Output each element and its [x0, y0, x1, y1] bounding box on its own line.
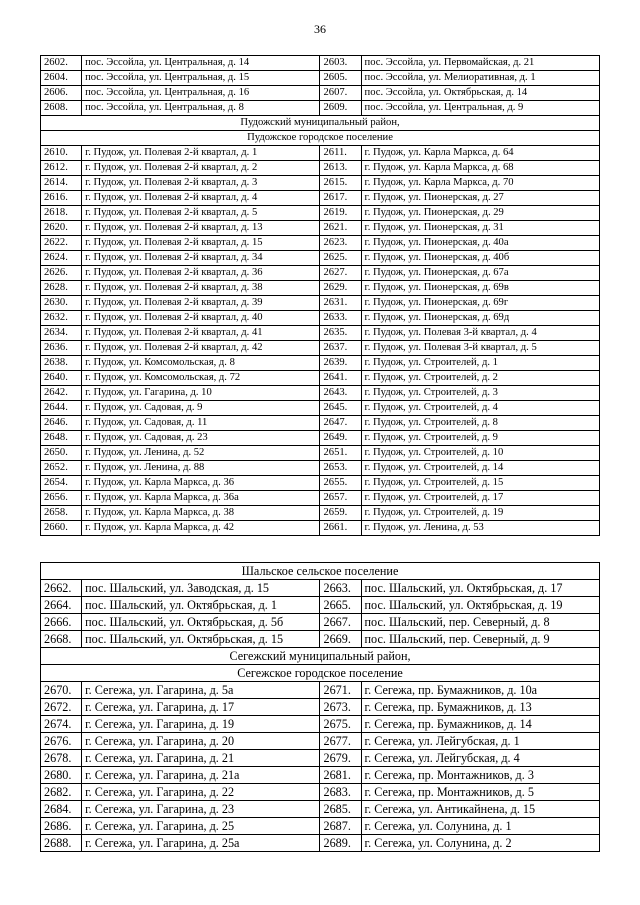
address: г. Пудож, ул. Пионерская, д. 31 — [361, 221, 599, 236]
entry-number: 2673. — [320, 699, 361, 716]
address: г. Сегежа, ул. Солунина, д. 2 — [361, 835, 599, 852]
table-row — [41, 682, 600, 699]
address: г. Пудож, ул. Карла Маркса, д. 70 — [361, 176, 599, 191]
entry-number: 2627. — [320, 266, 361, 281]
address: г. Пудож, ул. Полевая 2-й квартал, д. 34 — [82, 251, 320, 266]
entry-number: 2665. — [320, 597, 361, 614]
entry-number: 2668. — [41, 631, 82, 648]
table-row — [41, 71, 600, 86]
entry-number: 2648. — [41, 431, 82, 446]
address: г. Сегежа, ул. Гагарина, д. 17 — [82, 699, 320, 716]
entry-number: 2682. — [41, 784, 82, 801]
entry-number: 2651. — [320, 446, 361, 461]
entry-number: 2657. — [320, 491, 361, 506]
section-header-row — [41, 665, 600, 682]
entry-number: 2679. — [320, 750, 361, 767]
table-row — [41, 161, 600, 176]
address: г. Пудож, ул. Полевая 2-й квартал, д. 40 — [82, 311, 320, 326]
address: пос. Шальский, ул. Октябрьская, д. 17 — [361, 580, 599, 597]
entry-number: 2652. — [41, 461, 82, 476]
entry-number: 2661. — [320, 521, 361, 536]
entry-number: 2634. — [41, 326, 82, 341]
entry-number: 2633. — [320, 311, 361, 326]
address: г. Сегежа, ул. Гагарина, д. 25 — [82, 818, 320, 835]
address: г. Пудож, ул. Пионерская, д. 69в — [361, 281, 599, 296]
entry-number: 2622. — [41, 236, 82, 251]
table-row — [41, 401, 600, 416]
table-row — [41, 818, 600, 835]
address: г. Пудож, ул. Садовая, д. 11 — [82, 416, 320, 431]
table-row — [41, 86, 600, 101]
table-row — [41, 296, 600, 311]
section-header-row — [41, 116, 600, 131]
entry-number: 2676. — [41, 733, 82, 750]
entry-number: 2640. — [41, 371, 82, 386]
address: г. Сегежа, пр. Монтажников, д. 5 — [361, 784, 599, 801]
address: г. Пудож, ул. Пионерская, д. 40а — [361, 236, 599, 251]
address: пос. Шальский, ул. Октябрьская, д. 5б — [82, 614, 320, 631]
address: г. Пудож, ул. Садовая, д. 9 — [82, 401, 320, 416]
entry-number: 2623. — [320, 236, 361, 251]
address-table-upper — [40, 55, 600, 536]
table-row — [41, 835, 600, 852]
table-row — [41, 767, 600, 784]
entry-number: 2655. — [320, 476, 361, 491]
entry-number: 2675. — [320, 716, 361, 733]
entry-number: 2618. — [41, 206, 82, 221]
address: г. Пудож, ул. Карла Маркса, д. 36 — [82, 476, 320, 491]
entry-number: 2644. — [41, 401, 82, 416]
address: г. Пудож, ул. Ленина, д. 52 — [82, 446, 320, 461]
section-header-row — [41, 563, 600, 580]
address: г. Сегежа, ул. Антикайнена, д. 15 — [361, 801, 599, 818]
address: г. Сегежа, пр. Бумажников, д. 10а — [361, 682, 599, 699]
section-header: Сегежский муниципальный район, — [41, 648, 600, 665]
entry-number: 2653. — [320, 461, 361, 476]
table-row — [41, 699, 600, 716]
address: г. Пудож, ул. Карла Маркса, д. 64 — [361, 146, 599, 161]
entry-number: 2621. — [320, 221, 361, 236]
entry-number: 2688. — [41, 835, 82, 852]
address: пос. Эссойла, ул. Центральная, д. 9 — [361, 101, 599, 116]
address: г. Пудож, ул. Полевая 2-й квартал, д. 1 — [82, 146, 320, 161]
address: г. Пудож, ул. Пионерская, д. 69г — [361, 296, 599, 311]
entry-number: 2666. — [41, 614, 82, 631]
section-header: Сегежское городское поселение — [41, 665, 600, 682]
entry-number: 2646. — [41, 416, 82, 431]
table-row — [41, 311, 600, 326]
address: г. Сегежа, ул. Гагарина, д. 20 — [82, 733, 320, 750]
entry-number: 2603. — [320, 56, 361, 71]
address: г. Сегежа, ул. Гагарина, д. 25а — [82, 835, 320, 852]
address: пос. Шальский, ул. Октябрьская, д. 19 — [361, 597, 599, 614]
entry-number: 2671. — [320, 682, 361, 699]
address: г. Сегежа, пр. Монтажников, д. 3 — [361, 767, 599, 784]
entry-number: 2664. — [41, 597, 82, 614]
table-row — [41, 580, 600, 597]
entry-number: 2643. — [320, 386, 361, 401]
address: пос. Шальский, пер. Северный, д. 8 — [361, 614, 599, 631]
address: г. Пудож, ул. Садовая, д. 23 — [82, 431, 320, 446]
entry-number: 2654. — [41, 476, 82, 491]
table-row — [41, 266, 600, 281]
address: г. Пудож, ул. Строителей, д. 15 — [361, 476, 599, 491]
entry-number: 2617. — [320, 191, 361, 206]
address: г. Пудож, ул. Строителей, д. 19 — [361, 506, 599, 521]
address: г. Пудож, ул. Пионерская, д. 40б — [361, 251, 599, 266]
address: пос. Эссойла, ул. Мелиоративная, д. 1 — [361, 71, 599, 86]
entry-number: 2681. — [320, 767, 361, 784]
address: пос. Шальский, пер. Северный, д. 9 — [361, 631, 599, 648]
table-row — [41, 521, 600, 536]
address: г. Сегежа, ул. Гагарина, д. 21 — [82, 750, 320, 767]
entry-number: 2631. — [320, 296, 361, 311]
table-row — [41, 176, 600, 191]
entry-number: 2672. — [41, 699, 82, 716]
address: г. Пудож, ул. Полевая 2-й квартал, д. 41 — [82, 326, 320, 341]
section-header-row — [41, 648, 600, 665]
table-row — [41, 206, 600, 221]
entry-number: 2641. — [320, 371, 361, 386]
entry-number: 2650. — [41, 446, 82, 461]
table-row — [41, 750, 600, 767]
table-row — [41, 386, 600, 401]
address: г. Пудож, ул. Ленина, д. 53 — [361, 521, 599, 536]
address: г. Пудож, ул. Строителей, д. 8 — [361, 416, 599, 431]
entry-number: 2658. — [41, 506, 82, 521]
address: пос. Шальский, ул. Октябрьская, д. 1 — [82, 597, 320, 614]
address: г. Пудож, ул. Полевая 3-й квартал, д. 4 — [361, 326, 599, 341]
address: г. Пудож, ул. Строителей, д. 9 — [361, 431, 599, 446]
address: г. Сегежа, ул. Гагарина, д. 5а — [82, 682, 320, 699]
entry-number: 2642. — [41, 386, 82, 401]
address: г. Пудож, ул. Карла Маркса, д. 38 — [82, 506, 320, 521]
table-row — [41, 416, 600, 431]
table-row — [41, 597, 600, 614]
address: пос. Эссойла, ул. Первомайская, д. 21 — [361, 56, 599, 71]
entry-number: 2677. — [320, 733, 361, 750]
address: г. Пудож, ул. Полевая 2-й квартал, д. 5 — [82, 206, 320, 221]
table-row — [41, 146, 600, 161]
table-row — [41, 101, 600, 116]
table-row — [41, 461, 600, 476]
entry-number: 2614. — [41, 176, 82, 191]
address: г. Пудож, ул. Пионерская, д. 27 — [361, 191, 599, 206]
address: г. Пудож, ул. Строителей, д. 4 — [361, 401, 599, 416]
address: г. Пудож, ул. Карла Маркса, д. 42 — [82, 521, 320, 536]
entry-number: 2609. — [320, 101, 361, 116]
entry-number: 2638. — [41, 356, 82, 371]
entry-number: 2610. — [41, 146, 82, 161]
table-row — [41, 251, 600, 266]
section-header: Шальское сельское поселение — [41, 563, 600, 580]
table-row — [41, 784, 600, 801]
table-row — [41, 446, 600, 461]
entry-number: 2604. — [41, 71, 82, 86]
table-row — [41, 801, 600, 818]
table-row — [41, 326, 600, 341]
entry-number: 2645. — [320, 401, 361, 416]
address: г. Сегежа, ул. Гагарина, д. 22 — [82, 784, 320, 801]
table-row — [41, 236, 600, 251]
table-row — [41, 191, 600, 206]
address: г. Пудож, ул. Полевая 2-й квартал, д. 38 — [82, 281, 320, 296]
entry-number: 2689. — [320, 835, 361, 852]
entry-number: 2635. — [320, 326, 361, 341]
address: пос. Эссойла, ул. Центральная, д. 14 — [82, 56, 320, 71]
entry-number: 2687. — [320, 818, 361, 835]
table-row — [41, 506, 600, 521]
address: г. Сегежа, ул. Гагарина, д. 23 — [82, 801, 320, 818]
address: г. Пудож, ул. Строителей, д. 2 — [361, 371, 599, 386]
entry-number: 2663. — [320, 580, 361, 597]
address: пос. Эссойла, ул. Центральная, д. 16 — [82, 86, 320, 101]
address: г. Пудож, ул. Строителей, д. 1 — [361, 356, 599, 371]
address: г. Сегежа, ул. Лейгубская, д. 4 — [361, 750, 599, 767]
address: г. Пудож, ул. Гагарина, д. 10 — [82, 386, 320, 401]
entry-number: 2626. — [41, 266, 82, 281]
entry-number: 2678. — [41, 750, 82, 767]
entry-number: 2620. — [41, 221, 82, 236]
address: г. Пудож, ул. Пионерская, д. 69д — [361, 311, 599, 326]
address: г. Пудож, ул. Строителей, д. 10 — [361, 446, 599, 461]
address: г. Сегежа, ул. Гагарина, д. 21а — [82, 767, 320, 784]
entry-number: 2630. — [41, 296, 82, 311]
entry-number: 2662. — [41, 580, 82, 597]
entry-number: 2613. — [320, 161, 361, 176]
address: г. Сегежа, ул. Солунина, д. 1 — [361, 818, 599, 835]
table-row — [41, 614, 600, 631]
table-row — [41, 356, 600, 371]
entry-number: 2656. — [41, 491, 82, 506]
table-row — [41, 56, 600, 71]
address: г. Пудож, ул. Карла Маркса, д. 36а — [82, 491, 320, 506]
entry-number: 2629. — [320, 281, 361, 296]
entry-number: 2632. — [41, 311, 82, 326]
entry-number: 2611. — [320, 146, 361, 161]
section-header: Пудожский муниципальный район, — [41, 116, 600, 131]
entry-number: 2607. — [320, 86, 361, 101]
entry-number: 2670. — [41, 682, 82, 699]
address: г. Пудож, ул. Полевая 2-й квартал, д. 39 — [82, 296, 320, 311]
address: г. Пудож, ул. Строителей, д. 14 — [361, 461, 599, 476]
address: г. Пудож, ул. Комсомольская, д. 72 — [82, 371, 320, 386]
entry-number: 2615. — [320, 176, 361, 191]
address: г. Сегежа, пр. Бумажников, д. 13 — [361, 699, 599, 716]
entry-number: 2647. — [320, 416, 361, 431]
entry-number: 2683. — [320, 784, 361, 801]
address: г. Пудож, ул. Полевая 2-й квартал, д. 42 — [82, 341, 320, 356]
entry-number: 2625. — [320, 251, 361, 266]
entry-number: 2684. — [41, 801, 82, 818]
entry-number: 2605. — [320, 71, 361, 86]
table-row — [41, 491, 600, 506]
entry-number: 2685. — [320, 801, 361, 818]
address: г. Пудож, ул. Пионерская, д. 67а — [361, 266, 599, 281]
address: г. Пудож, ул. Пионерская, д. 29 — [361, 206, 599, 221]
entry-number: 2659. — [320, 506, 361, 521]
entry-number: 2669. — [320, 631, 361, 648]
address: г. Пудож, ул. Полевая 3-й квартал, д. 5 — [361, 341, 599, 356]
address: г. Пудож, ул. Полевая 2-й квартал, д. 2 — [82, 161, 320, 176]
address: пос. Шальский, ул. Октябрьская, д. 15 — [82, 631, 320, 648]
entry-number: 2612. — [41, 161, 82, 176]
table-row — [41, 371, 600, 386]
address: г. Сегежа, ул. Лейгубская, д. 1 — [361, 733, 599, 750]
address: г. Сегежа, ул. Гагарина, д. 19 — [82, 716, 320, 733]
table-row — [41, 476, 600, 491]
address: г. Пудож, ул. Полевая 2-й квартал, д. 4 — [82, 191, 320, 206]
entry-number: 2686. — [41, 818, 82, 835]
address: г. Пудож, ул. Комсомольская, д. 8 — [82, 356, 320, 371]
table-row — [41, 221, 600, 236]
address: пос. Шальский, ул. Заводская, д. 15 — [82, 580, 320, 597]
address: г. Пудож, ул. Полевая 2-й квартал, д. 36 — [82, 266, 320, 281]
entry-number: 2667. — [320, 614, 361, 631]
address: г. Пудож, ул. Полевая 2-й квартал, д. 15 — [82, 236, 320, 251]
entry-number: 2674. — [41, 716, 82, 733]
address: г. Пудож, ул. Полевая 2-й квартал, д. 3 — [82, 176, 320, 191]
entry-number: 2606. — [41, 86, 82, 101]
entry-number: 2639. — [320, 356, 361, 371]
section-header: Пудожское городское поселение — [41, 131, 600, 146]
entry-number: 2602. — [41, 56, 82, 71]
table-row — [41, 631, 600, 648]
address: пос. Эссойла, ул. Октябрьская, д. 14 — [361, 86, 599, 101]
entry-number: 2637. — [320, 341, 361, 356]
address-table-lower — [40, 562, 600, 852]
address: г. Пудож, ул. Строителей, д. 17 — [361, 491, 599, 506]
address: г. Пудож, ул. Карла Маркса, д. 68 — [361, 161, 599, 176]
address: г. Сегежа, пр. Бумажников, д. 14 — [361, 716, 599, 733]
table-row — [41, 431, 600, 446]
address: г. Пудож, ул. Строителей, д. 3 — [361, 386, 599, 401]
address: г. Пудож, ул. Ленина, д. 88 — [82, 461, 320, 476]
page-number: 36 — [314, 22, 326, 36]
table-row — [41, 716, 600, 733]
entry-number: 2660. — [41, 521, 82, 536]
entry-number: 2619. — [320, 206, 361, 221]
table-row — [41, 281, 600, 296]
entry-number: 2649. — [320, 431, 361, 446]
entry-number: 2624. — [41, 251, 82, 266]
entry-number: 2636. — [41, 341, 82, 356]
entry-number: 2628. — [41, 281, 82, 296]
table-row — [41, 733, 600, 750]
address: г. Пудож, ул. Полевая 2-й квартал, д. 13 — [82, 221, 320, 236]
section-header-row — [41, 131, 600, 146]
address: пос. Эссойла, ул. Центральная, д. 8 — [82, 101, 320, 116]
entry-number: 2616. — [41, 191, 82, 206]
entry-number: 2608. — [41, 101, 82, 116]
address: пос. Эссойла, ул. Центральная, д. 15 — [82, 71, 320, 86]
table-row — [41, 341, 600, 356]
entry-number: 2680. — [41, 767, 82, 784]
